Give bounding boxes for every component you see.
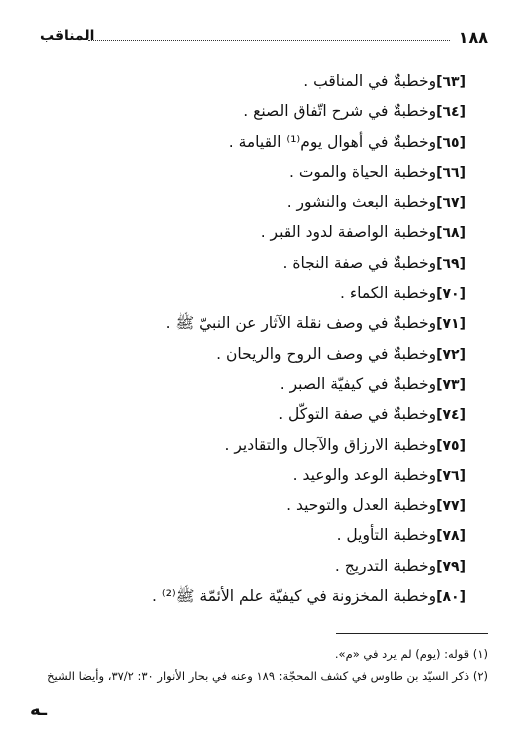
entry-text: وخطبة التأويل . bbox=[336, 526, 437, 545]
page-header bbox=[40, 28, 488, 50]
entry-text: وخطبةٌ في أهوال يوم⁽¹⁾ القيامة . bbox=[228, 132, 437, 151]
entry-number: [٧٥] bbox=[436, 437, 466, 454]
entry-text: وخطبة البعث والنشور . bbox=[286, 193, 437, 212]
entry-text: وخطبة التدريج . bbox=[334, 556, 437, 575]
entry-number: [٧٤] bbox=[436, 407, 466, 424]
list-item bbox=[40, 187, 466, 217]
entry-number: [٦٩] bbox=[436, 255, 466, 272]
entry-text: وخطبةٌ في وصف نقلة الآثار عن النبيّ ﷺ . bbox=[165, 314, 437, 333]
entry-number: [٦٧] bbox=[436, 195, 466, 212]
entry-text: وخطبةٌ في المناقب . bbox=[303, 72, 437, 90]
list-item bbox=[40, 581, 466, 611]
list-item bbox=[40, 339, 466, 369]
entry-number: [٧٩] bbox=[436, 558, 466, 575]
list-item bbox=[40, 248, 466, 278]
entry-text: وخطبة الوعد والوعيد . bbox=[292, 465, 437, 484]
entry-text: وخطبة المخزونة في كيفيّة علم الأئمّة ﷺ⁽²⁾ . bbox=[152, 587, 437, 606]
list-item bbox=[40, 96, 466, 126]
footnotes bbox=[28, 643, 488, 687]
list-item bbox=[40, 460, 466, 490]
footnote-separator bbox=[336, 633, 488, 634]
list-item bbox=[40, 399, 466, 429]
sermon-list bbox=[40, 66, 466, 611]
list-item bbox=[40, 430, 466, 460]
entry-number: [٦٣] bbox=[436, 74, 466, 90]
continuation-mark: ـه bbox=[30, 699, 48, 720]
entry-text: وخطبة الحياة والموت . bbox=[288, 162, 437, 181]
entry-number: [٧٢] bbox=[436, 346, 466, 363]
entry-number: [٦٦] bbox=[436, 164, 466, 181]
entry-text: وخطبة العدل والتوحيد . bbox=[286, 496, 437, 515]
list-item bbox=[40, 490, 466, 520]
entry-number: [٧٣] bbox=[436, 376, 466, 393]
entry-number: [٦٨] bbox=[436, 225, 466, 242]
entry-text: وخطبةٌ في كيفيّة الصبر . bbox=[279, 374, 437, 393]
list-item bbox=[40, 369, 466, 399]
list-item bbox=[40, 278, 466, 308]
entry-number: [٧١] bbox=[436, 316, 466, 333]
list-item bbox=[40, 520, 466, 550]
list-item bbox=[40, 551, 466, 581]
list-item bbox=[40, 217, 466, 247]
entry-text: وخطبةٌ في شرح اتّفاق الصنع . bbox=[243, 102, 437, 121]
list-item bbox=[40, 308, 466, 338]
entry-number: [٨٠] bbox=[436, 589, 466, 606]
entry-text: وخطبةٌ في صفة النجاة . bbox=[282, 253, 437, 272]
entry-number: [٦٥] bbox=[436, 134, 466, 151]
footnote: (١) قوله: (يوم) لم يرد في «م». bbox=[334, 647, 488, 661]
list-item bbox=[40, 127, 466, 157]
entry-text: وخطبةٌ في وصف الروح والريحان . bbox=[216, 344, 437, 363]
entry-number: [٧٦] bbox=[436, 467, 466, 484]
entry-text: وخطبة الواصفة لدود القبر . bbox=[260, 223, 437, 242]
entry-text: وخطبة الكماء . bbox=[339, 284, 437, 303]
page-number: ١٨٨ bbox=[458, 28, 488, 47]
entry-number: [٧٨] bbox=[436, 528, 466, 545]
header-dotted-leader bbox=[88, 40, 450, 41]
list-item bbox=[40, 66, 466, 96]
list-item bbox=[40, 157, 466, 187]
footnote: (٢) ذكر السيّد بن طاوس في كشف المحجّة: ١٨٩ وعنه في بحار الأنوار ٣٠: ٣٧/٢، وأيضا الشيخ bbox=[47, 669, 488, 683]
entry-number: [٧٠] bbox=[436, 286, 466, 303]
running-title: المناقب bbox=[40, 28, 95, 44]
entry-text: وخطبة الارزاق والآجال والتقادير . bbox=[224, 435, 437, 454]
entry-number: [٧٧] bbox=[436, 498, 466, 515]
entry-number: [٦٤] bbox=[436, 104, 466, 121]
entry-text: وخطبةٌ في صفة التوكّل . bbox=[278, 405, 437, 424]
